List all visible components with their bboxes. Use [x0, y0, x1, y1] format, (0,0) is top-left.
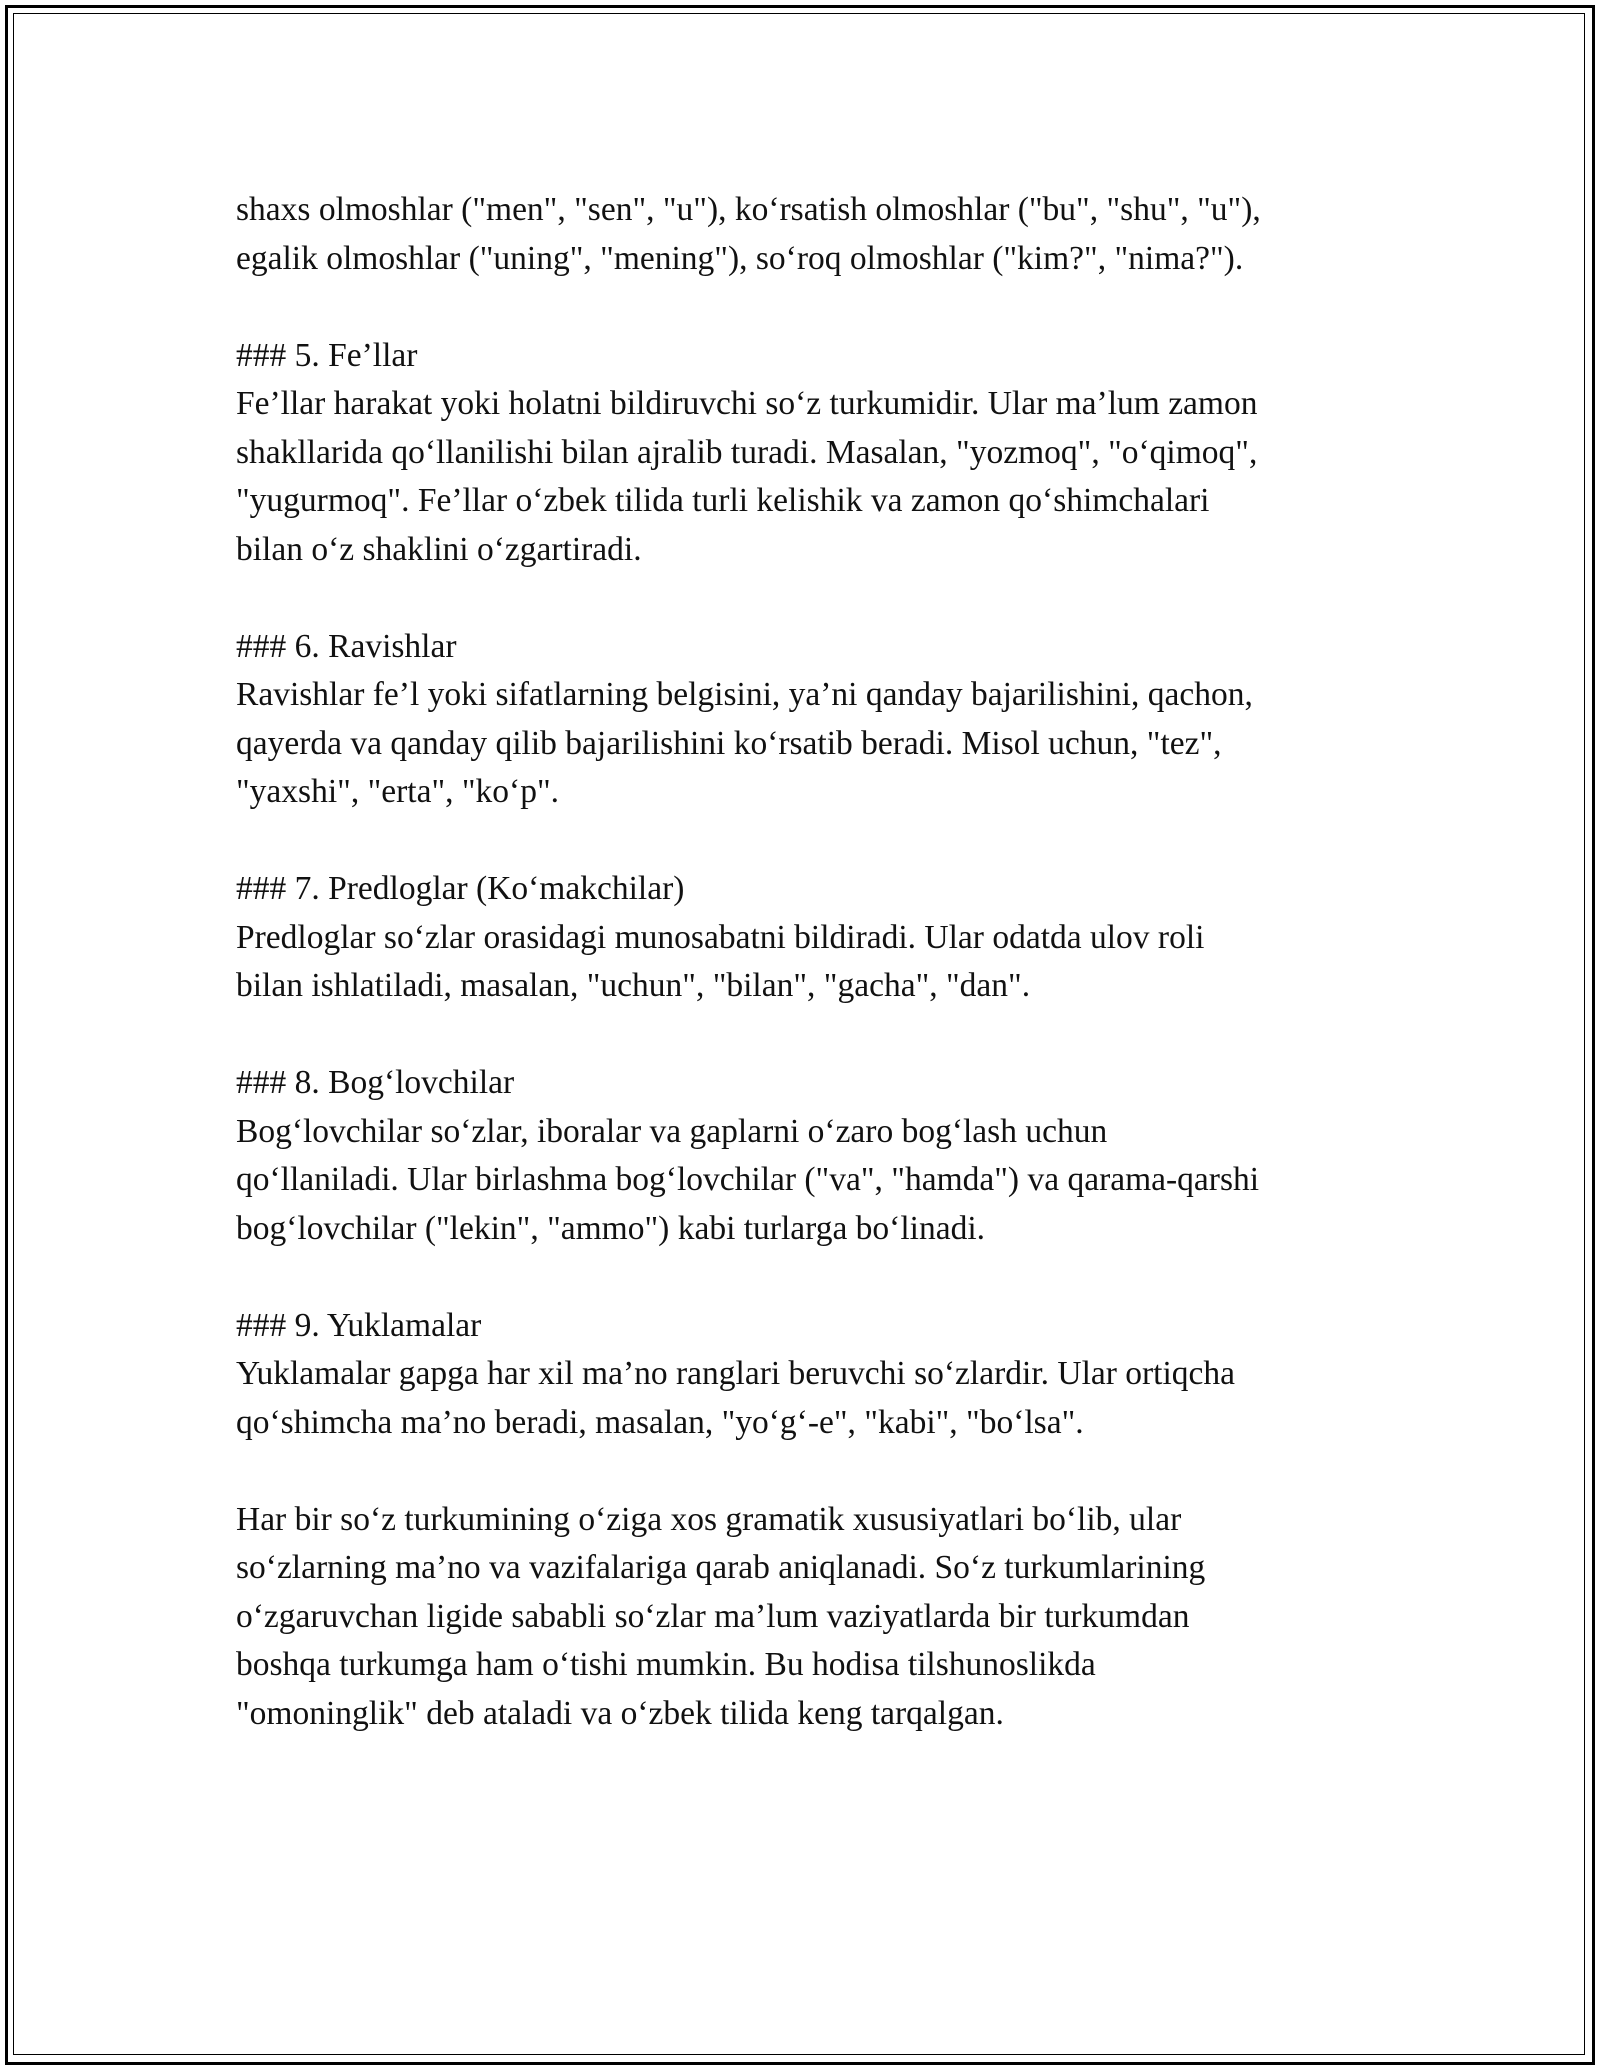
text-line: "yaxshi", "erta", "ko‘p".	[236, 773, 559, 810]
text-line: Fe’llar harakat yoki holatni bildiruvchi so‘z turkumidir. Ular ma’lum zamon	[236, 385, 1258, 422]
section-heading: ### 5. Fe’llar	[236, 336, 418, 374]
text-line: Har bir so‘z turkumining o‘ziga xos gramatik xususiyatlari bo‘lib, ular	[236, 1500, 1182, 1538]
text-line: Predloglar so‘zlar orasidagi munosabatni bildiradi. Ular odatda ulov roli	[236, 918, 1205, 956]
text-line: bog‘lovchilar ("lekin", "ammo") kabi turlarga bo‘linadi.	[236, 1209, 986, 1247]
text-line: qo‘llaniladi. Ular birlashma bog‘lovchilar ("va", "hamda") va qarama-qarshi	[236, 1161, 1260, 1198]
text-line: o‘zgaruvchan ligide sababli so‘zlar ma’lum vaziyatlarda bir turkumdan	[236, 1597, 1190, 1635]
section-heading: ### 9. Yuklamalar	[236, 1306, 482, 1344]
text-line: Ravishlar fe’l yoki sifatlarning belgisini, ya’ni qanday bajarilishini, qachon,	[236, 676, 1253, 713]
section-heading: ### 6. Ravishlar	[236, 627, 457, 665]
text-line: qayerda va qanday qilib bajarilishini ko‘rsatib beradi. Misol uchun, "tez",	[236, 724, 1222, 762]
section-fellar	[236, 332, 1376, 575]
text-line: "omoninglik" deb ataladi va o‘zbek tilida keng tarqalgan.	[236, 1694, 1004, 1732]
section-yuklamalar	[236, 1302, 1376, 1448]
section-heading: ### 7. Predloglar (Ko‘makchilar)	[236, 870, 685, 907]
section-ravishlar	[236, 623, 1376, 817]
text-line: so‘zlarning ma’no va vazifalariga qarab aniqlanadi. So‘z turkumlarining	[236, 1549, 1206, 1586]
intro-paragraph	[236, 186, 1376, 283]
section-boglovchilar	[236, 1059, 1376, 1253]
text-line: bilan ishlatiladi, masalan, "uchun", "bilan", "gacha", "dan".	[236, 967, 1031, 1004]
text-line: "yugurmoq". Fe’llar o‘zbek tilida turli kelishik va zamon qo‘shimchalari	[236, 482, 1210, 519]
text-line: shaxs olmoshlar ("men", "sen", "u"), ko‘rsatish olmoshlar ("bu", "shu", "u"),	[236, 191, 1261, 228]
section-heading: ### 8. Bog‘lovchilar	[236, 1064, 515, 1101]
text-line: Bog‘lovchilar so‘zlar, iboralar va gaplarni o‘zaro bog‘lash uchun	[236, 1112, 1108, 1150]
section-predloglar	[236, 865, 1376, 1011]
text-line: boshqa turkumga ham o‘tishi mumkin. Bu hodisa tilshunoslikda	[236, 1646, 1096, 1683]
conclusion-paragraph	[236, 1496, 1376, 1739]
text-line: shakllarida qo‘llanilishi bilan ajralib turadi. Masalan, "yozmoq", "o‘qimoq",	[236, 433, 1258, 471]
document-body	[236, 186, 1376, 1738]
text-line: qo‘shimcha ma’no beradi, masalan, "yo‘g‘-e", "kabi", "bo‘lsa".	[236, 1403, 1084, 1441]
text-line: egalik olmoshlar ("uning", "mening"), so‘roq olmoshlar ("kim?", "nima?").	[236, 239, 1244, 277]
text-line: Yuklamalar gapga har xil ma’no ranglari beruvchi so‘zlardir. Ular ortiqcha	[236, 1355, 1236, 1392]
text-line: bilan o‘z shaklini o‘zgartiradi.	[236, 530, 642, 568]
